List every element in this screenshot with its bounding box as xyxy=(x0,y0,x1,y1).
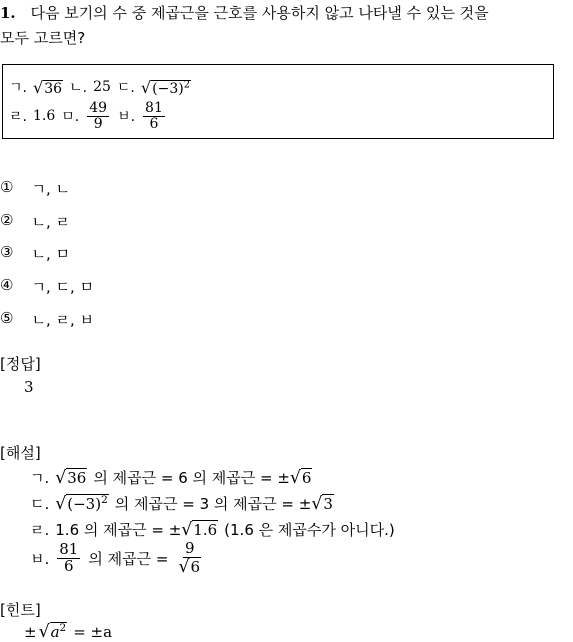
choice-number: ② xyxy=(0,211,14,229)
question-line-2: 모두 고르면? xyxy=(0,29,86,47)
choice-number: ⑤ xyxy=(0,309,14,327)
choice-number: ① xyxy=(0,178,14,196)
choice-5[interactable] xyxy=(0,309,94,330)
box-row-2 xyxy=(9,101,167,131)
hint-heading: [힌트] xyxy=(0,601,41,619)
fraction: $\frac{81}{6}$ xyxy=(145,100,163,132)
item-label: ㅁ. xyxy=(61,109,80,126)
answer-value: 3 xyxy=(24,378,34,396)
box-row-1 xyxy=(9,77,191,97)
item-value: 1.6 xyxy=(32,108,56,125)
hint-formula: ± $√a^2$ = ±a xyxy=(24,622,113,642)
choice-number: ④ xyxy=(0,276,14,294)
question-line-1 xyxy=(0,2,489,23)
choice-text: ㄱ, ㄷ, ㅁ xyxy=(31,278,94,296)
choice-text: ㄴ, ㄹ, ㅂ xyxy=(31,311,94,329)
choice-2[interactable] xyxy=(0,211,70,232)
item-label: ㄱ. xyxy=(9,80,27,96)
item-label: ㄷ. xyxy=(116,80,135,96)
explanation-heading: [해설] xyxy=(0,444,41,462)
explanation-line-1: ㄱ. √36 의 제곱근 = 6 의 제곱근 = ± √6 xyxy=(30,467,312,488)
answer-heading: [정답] xyxy=(0,355,41,373)
explanation-line-2: ㄷ. $√(-3)^2$ 의 제곱근 = 3 의 제곱근 = ± √3 xyxy=(30,493,333,514)
explanation-line-4: ㅂ. $\frac{81}{6}$ 의 제곱근 = $\frac{9}{√6}$ xyxy=(30,539,200,577)
item-label: ㄴ. xyxy=(69,80,88,96)
choice-text: ㄴ, ㅁ xyxy=(31,245,70,263)
choice-text: ㄱ, ㄴ xyxy=(31,180,70,198)
item-label: ㅂ. xyxy=(117,109,136,126)
item-value: 25 xyxy=(93,79,111,95)
question-text: 다음 보기의 수 중 제곱근을 근호를 사용하지 않고 나타낼 수 있는 것을 xyxy=(30,4,489,22)
explanation-line-3: ㄹ. 1.6 의 제곱근 = ± √1.6 (1.6 은 제곱수가 아니다.) xyxy=(30,519,395,540)
choice-4[interactable] xyxy=(0,276,94,297)
choice-3[interactable] xyxy=(0,243,70,264)
choice-number: ③ xyxy=(0,243,14,261)
choice-1[interactable] xyxy=(0,178,70,199)
choice-text: ㄴ, ㄹ xyxy=(31,213,70,231)
item-label: ㄹ. xyxy=(9,109,27,126)
fraction: $\frac{49}{9}$ xyxy=(89,100,108,132)
choices-box xyxy=(2,64,554,139)
sqrt-expression: $√(-3)^2$ xyxy=(140,77,190,97)
sqrt-expression: √36 xyxy=(32,77,63,97)
question-number: 1. xyxy=(0,4,16,22)
